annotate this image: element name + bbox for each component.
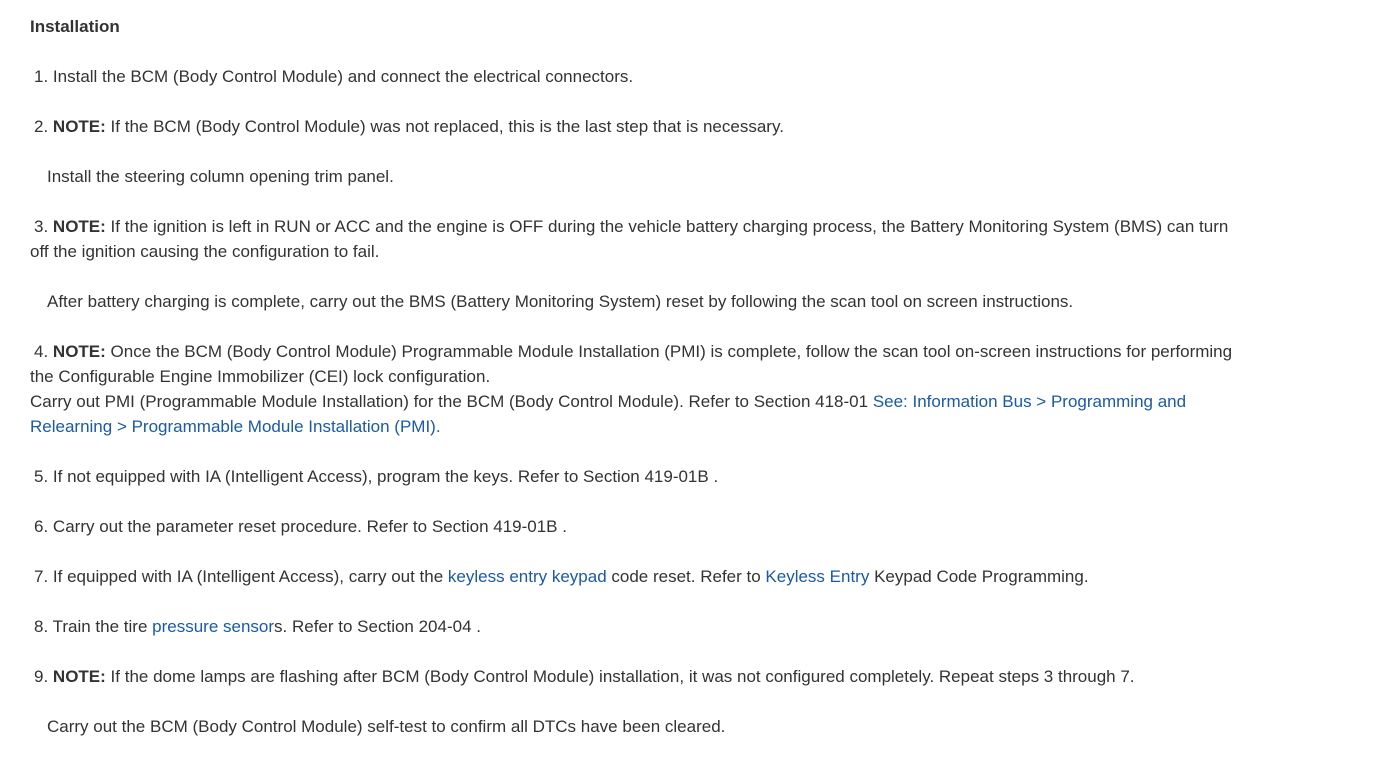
step-text: Install the steering column opening trim panel. (47, 167, 394, 186)
step-text: Carry out PMI (Programmable Module Installation) for the BCM (Body Control Module). Refer to Section 418-01 (30, 392, 873, 411)
step-text: code reset. Refer to (606, 567, 766, 586)
note-label: NOTE: (52, 342, 106, 361)
step-text: Install the BCM (Body Control Module) and connect the electrical connectors. (52, 67, 634, 86)
note-label: NOTE: (52, 117, 106, 136)
document-body (30, 14, 1250, 764)
section-heading: Installation (30, 17, 120, 36)
step-9 (30, 664, 1250, 689)
note-label: NOTE: (52, 217, 106, 236)
note-text: If the BCM (Body Control Module) was not replaced, this is the last step that is necessary. (110, 117, 784, 136)
keyless-entry-link[interactable]: Keyless Entry (765, 567, 870, 586)
step-number: 1. (34, 67, 49, 86)
step-text: Train the tire (52, 617, 153, 636)
note-text: Once the BCM (Body Control Module) Programmable Module Installation (PMI) is complete, follow the scan tool on-screen instructions for performing the Configurable Engine Immobilizer (CEI) lock configuration. (30, 342, 1233, 386)
step-2 (30, 114, 1250, 139)
step-3 (30, 214, 1250, 264)
step-4 (30, 339, 1250, 439)
step-text: If equipped with IA (Intelligent Access), carry out the (52, 567, 448, 586)
note-label: NOTE: (52, 667, 106, 686)
step-1 (30, 64, 1250, 89)
step-2-instruction (30, 164, 1250, 189)
step-5 (30, 464, 1250, 489)
pressure-sensor-link[interactable]: pressure sensor (152, 617, 275, 636)
step-number: 8. (34, 617, 49, 636)
step-number: 5. (34, 467, 49, 486)
step-text: s. Refer to Section 204-04 . (274, 617, 481, 636)
step-number: 7. (34, 567, 49, 586)
step-text: Carry out the BCM (Body Control Module) self-test to confirm all DTCs have been cleared. (47, 717, 726, 736)
step-text: After battery charging is complete, carry out the BMS (Battery Monitoring System) reset by following the scan tool on screen instructions. (47, 292, 1074, 311)
step-7 (30, 564, 1250, 589)
step-text: Keypad Code Programming. (869, 567, 1089, 586)
step-number: 3. (34, 217, 49, 236)
step-number: 6. (34, 517, 49, 536)
step-4-instruction (30, 389, 1250, 439)
step-number: 2. (34, 117, 49, 136)
step-text: If not equipped with IA (Intelligent Access), program the keys. Refer to Section 419-01B . (52, 467, 719, 486)
step-text: Carry out the parameter reset procedure. Refer to Section 419-01B . (52, 517, 567, 536)
pmi-section-link[interactable]: See: Information Bus > Programming and Relearning > Programmable Module Installation (PMI). (30, 392, 1187, 436)
note-text: If the dome lamps are flashing after BCM (Body Control Module) installation, it was not configured completely. Repeat steps 3 through 7. (110, 667, 1135, 686)
step-3-instruction (30, 289, 1250, 314)
note-text: If the ignition is left in RUN or ACC and the engine is OFF during the vehicle battery charging process, the Battery Monitoring System (BMS) can turn off the ignition causing the configuration to fail. (30, 217, 1229, 261)
step-9-instruction (30, 714, 1250, 739)
step-number: 9. (34, 667, 49, 686)
step-8 (30, 614, 1250, 639)
keyless-entry-keypad-link[interactable]: keyless entry keypad (447, 567, 607, 586)
step-number: 4. (34, 342, 49, 361)
step-6 (30, 514, 1250, 539)
